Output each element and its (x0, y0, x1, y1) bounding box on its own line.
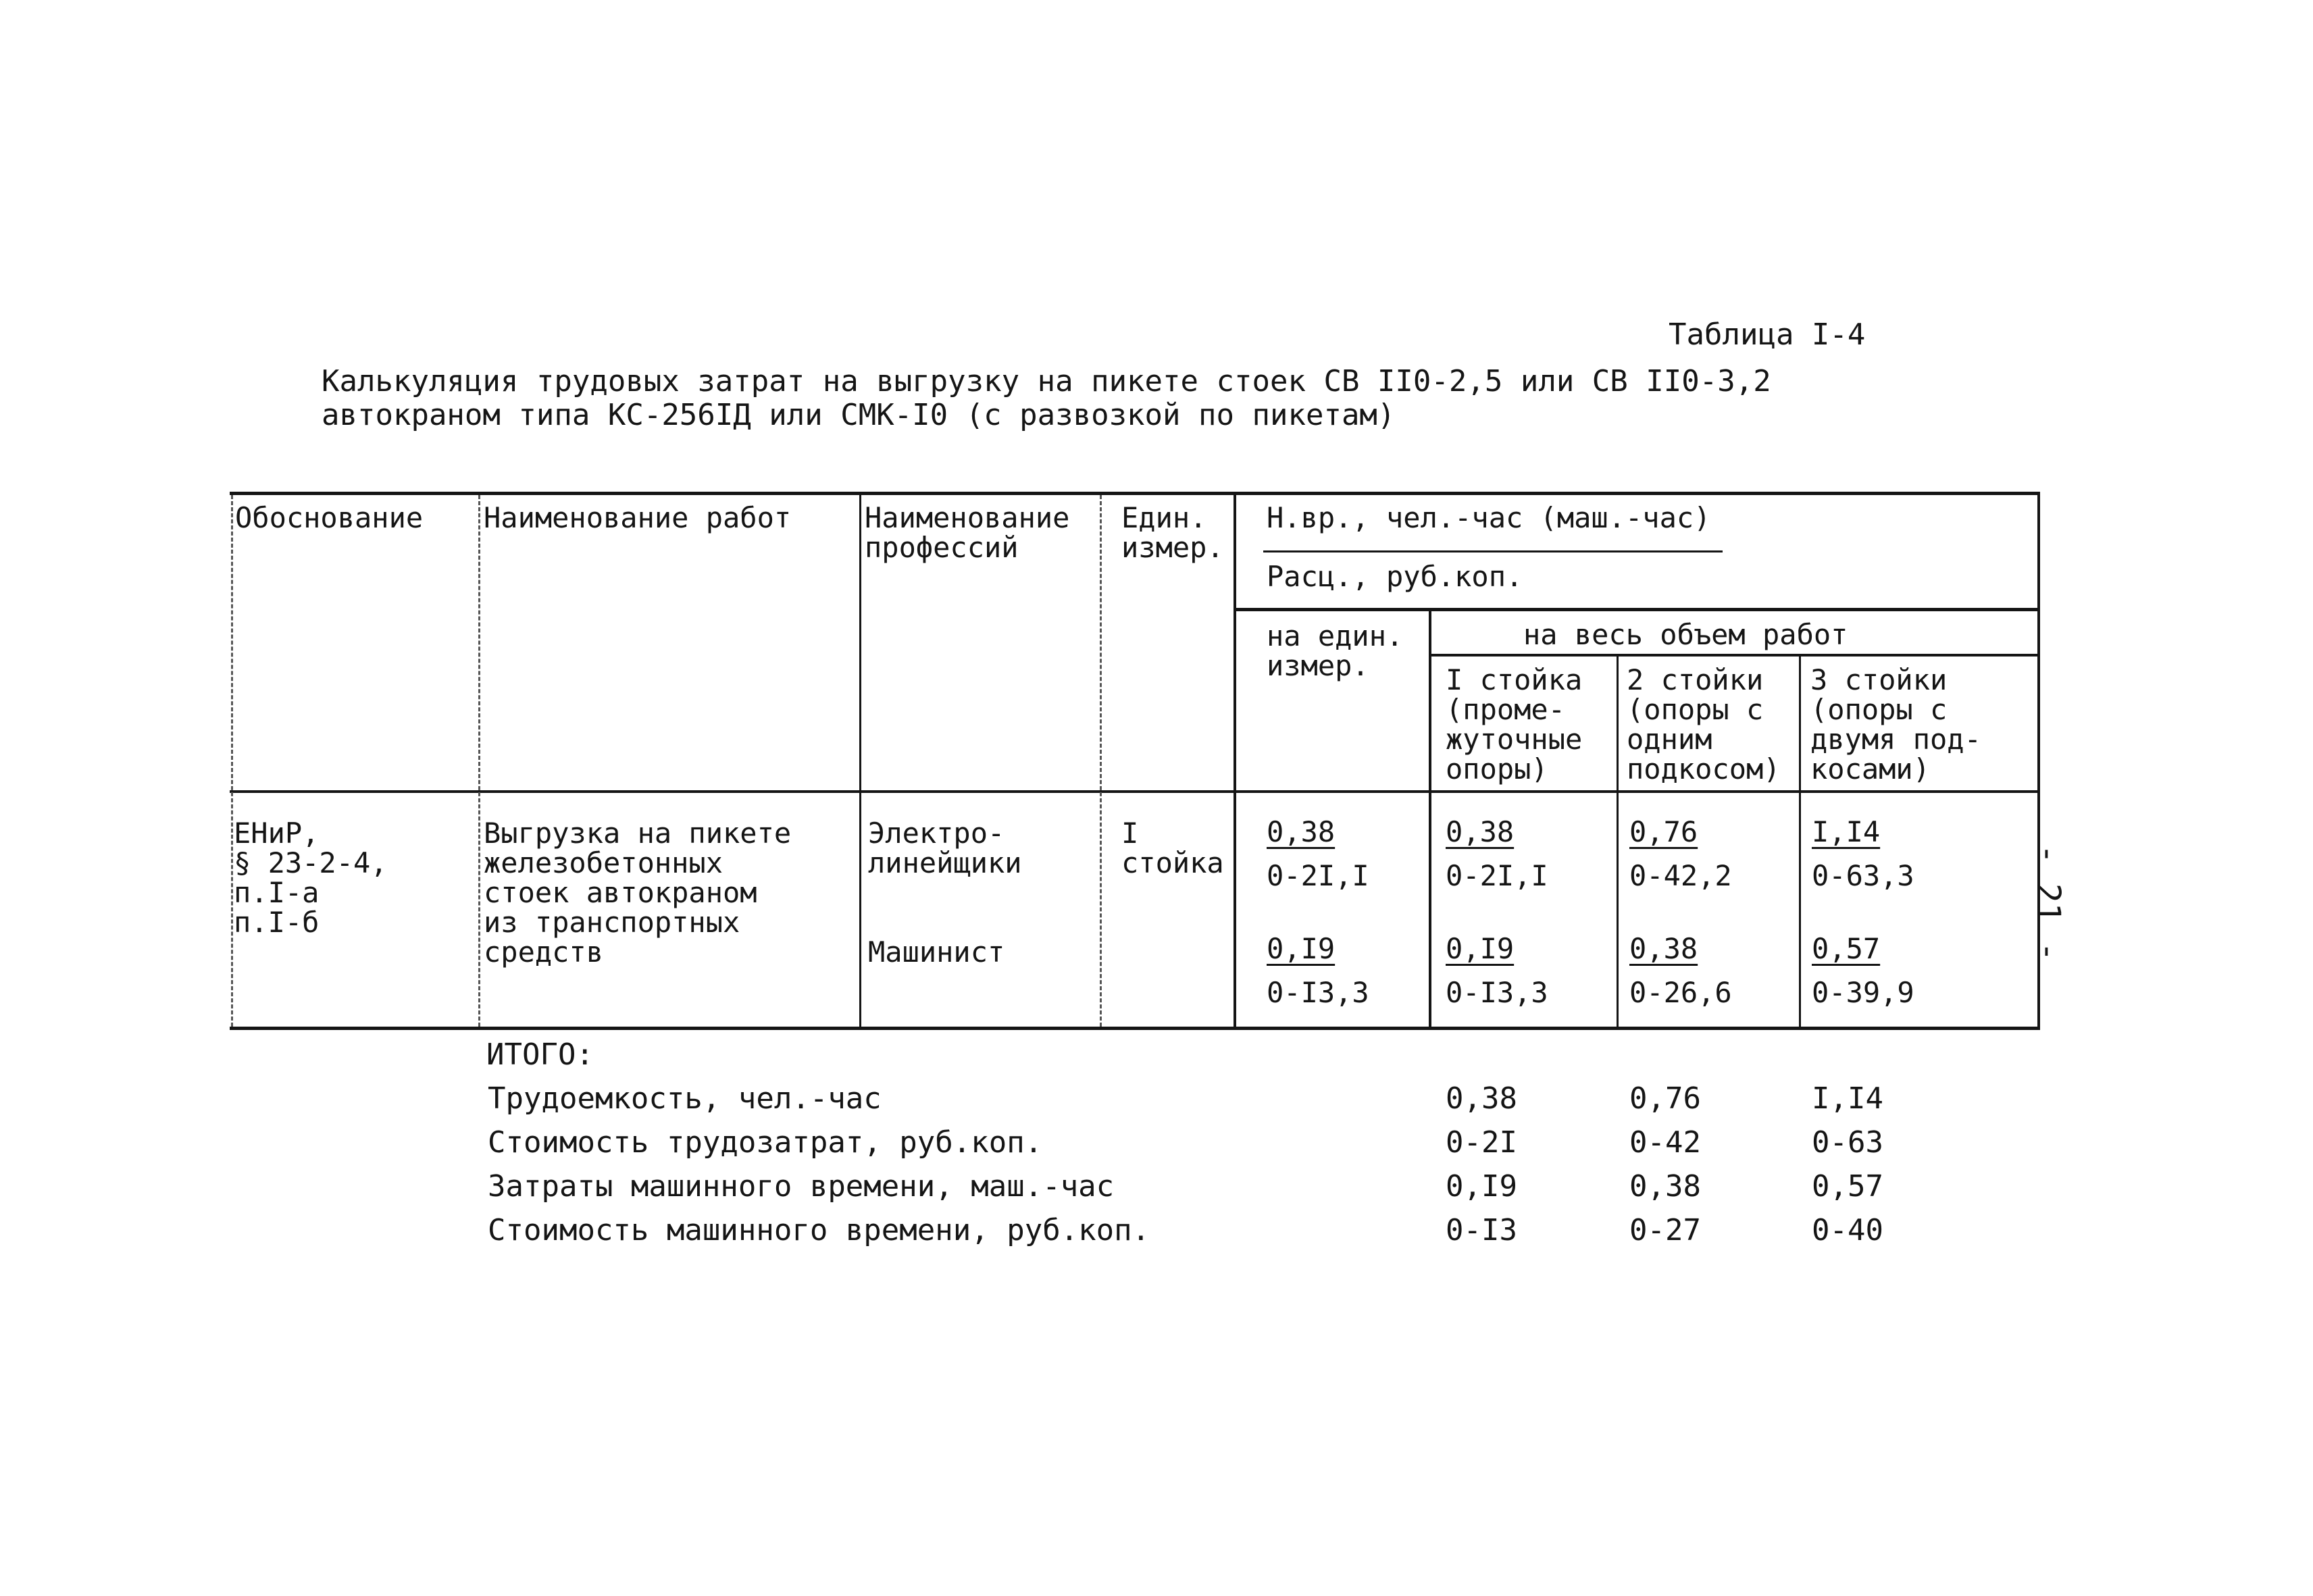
totals-heading: ИТОГО: (486, 1037, 594, 1072)
table-title (322, 365, 1771, 432)
totals-value: I,I4 (1812, 1081, 1883, 1116)
title-line-1: Калькуляция трудовых затрат на выгрузку на пикете стоек СВ II0-2,5 или СВ II0-3,2 (322, 364, 1771, 398)
table-bottom-rule (230, 1027, 2040, 1030)
electro-per-unit-norm: 0,38 (1267, 815, 1336, 848)
totals-value: 0,38 (1629, 1169, 1701, 1204)
header-bottom-rule (230, 790, 2040, 793)
table-top-rule (230, 492, 2040, 495)
header-unit: Един. измер. (1121, 501, 1224, 564)
machinist-per-unit-norm: 0,I9 (1267, 932, 1336, 965)
electro-c1-rate: 0-2I,I (1446, 859, 1548, 892)
row-work-name: Выгрузка на пикете железобетонных стоек автокраном из транспортных средств (484, 817, 792, 969)
header-profession: Наименование профессий (865, 501, 1070, 564)
header-per-unit: на един. измер. (1267, 619, 1404, 682)
left-edge (231, 495, 233, 1027)
norm-rate-divider (1263, 550, 1723, 552)
header-col-3: 3 стойки (опоры с двумя под- косами) (1810, 663, 1981, 786)
electro-c3-norm: I,I4 (1812, 815, 1881, 848)
title-line-2: автокраном типа КС-256IД или СМК-I0 (с развозкой по пикетам) (322, 398, 1396, 432)
header-total-volume: на весь объем работ (1523, 618, 1848, 651)
totals-value: 0-I3 (1446, 1213, 1517, 1247)
totals-value: 0-2I (1446, 1125, 1517, 1160)
row-basis: ЕНиР, § 23-2-4, п.I-а п.I-б (234, 817, 388, 939)
electro-per-unit-rate: 0-2I,I (1267, 859, 1369, 892)
total-volume-rule (1429, 654, 2040, 657)
machinist-c2-rate: 0-26,6 (1629, 976, 1732, 1009)
col-divider-profession (1100, 495, 1102, 1027)
totals-label: Стоимость машинного времени, руб.коп. (488, 1213, 1150, 1247)
totals-value: 0,38 (1446, 1081, 1517, 1116)
row-profession-machinist: Машинист (868, 935, 1005, 969)
machinist-c3-rate: 0-39,9 (1812, 976, 1914, 1009)
header-norm: Н.вр., чел.-час (маш.-час) (1267, 501, 1711, 534)
col-divider-work (859, 495, 861, 1027)
totals-value: 0,76 (1629, 1081, 1701, 1116)
totals-value: 0-40 (1812, 1213, 1883, 1247)
electro-c2-rate: 0-42,2 (1629, 859, 1732, 892)
header-mid-rule (1235, 608, 2040, 611)
row-unit: I стойка (1121, 817, 1224, 879)
machinist-c1-norm: 0,I9 (1446, 932, 1515, 965)
totals-label: Стоимость трудозатрат, руб.коп. (488, 1125, 1043, 1160)
machinist-c1-rate: 0-I3,3 (1446, 976, 1548, 1009)
page-number: - 21 - (2029, 844, 2067, 962)
totals-value: 0-63 (1812, 1125, 1883, 1160)
totals-label: Трудоемкость, чел.-час (488, 1081, 882, 1116)
header-col-2: 2 стойки (опоры с одним подкосом) (1627, 663, 1781, 786)
header-rate: Расц., руб.коп. (1267, 560, 1523, 593)
totals-value: 0-27 (1629, 1213, 1701, 1247)
header-basis: Обоснование (235, 501, 424, 534)
table-label: Таблица I-4 (1669, 317, 1866, 352)
row-profession-electro: Электро- линейщики (868, 817, 1022, 879)
totals-value: 0,57 (1812, 1169, 1883, 1204)
col-divider-per-unit (1429, 610, 1431, 1027)
totals-value: 0,I9 (1446, 1169, 1517, 1204)
col-divider-1 (1617, 657, 1619, 1027)
totals-value: 0-42 (1629, 1125, 1701, 1160)
electro-c3-rate: 0-63,3 (1812, 859, 1914, 892)
electro-c1-norm: 0,38 (1446, 815, 1515, 848)
totals-label: Затраты машинного времени, маш.-час (488, 1169, 1115, 1204)
machinist-per-unit-rate: 0-I3,3 (1267, 976, 1369, 1009)
header-col-1: I стойка (проме- жуточные опоры) (1446, 663, 1583, 786)
machinist-c2-norm: 0,38 (1629, 932, 1698, 965)
col-divider-basis (478, 495, 480, 1027)
header-work-name: Наименование работ (484, 501, 792, 534)
col-divider-unit (1234, 495, 1236, 1027)
machinist-c3-norm: 0,57 (1812, 932, 1881, 965)
col-divider-2 (1799, 657, 1801, 1027)
electro-c2-norm: 0,76 (1629, 815, 1698, 848)
